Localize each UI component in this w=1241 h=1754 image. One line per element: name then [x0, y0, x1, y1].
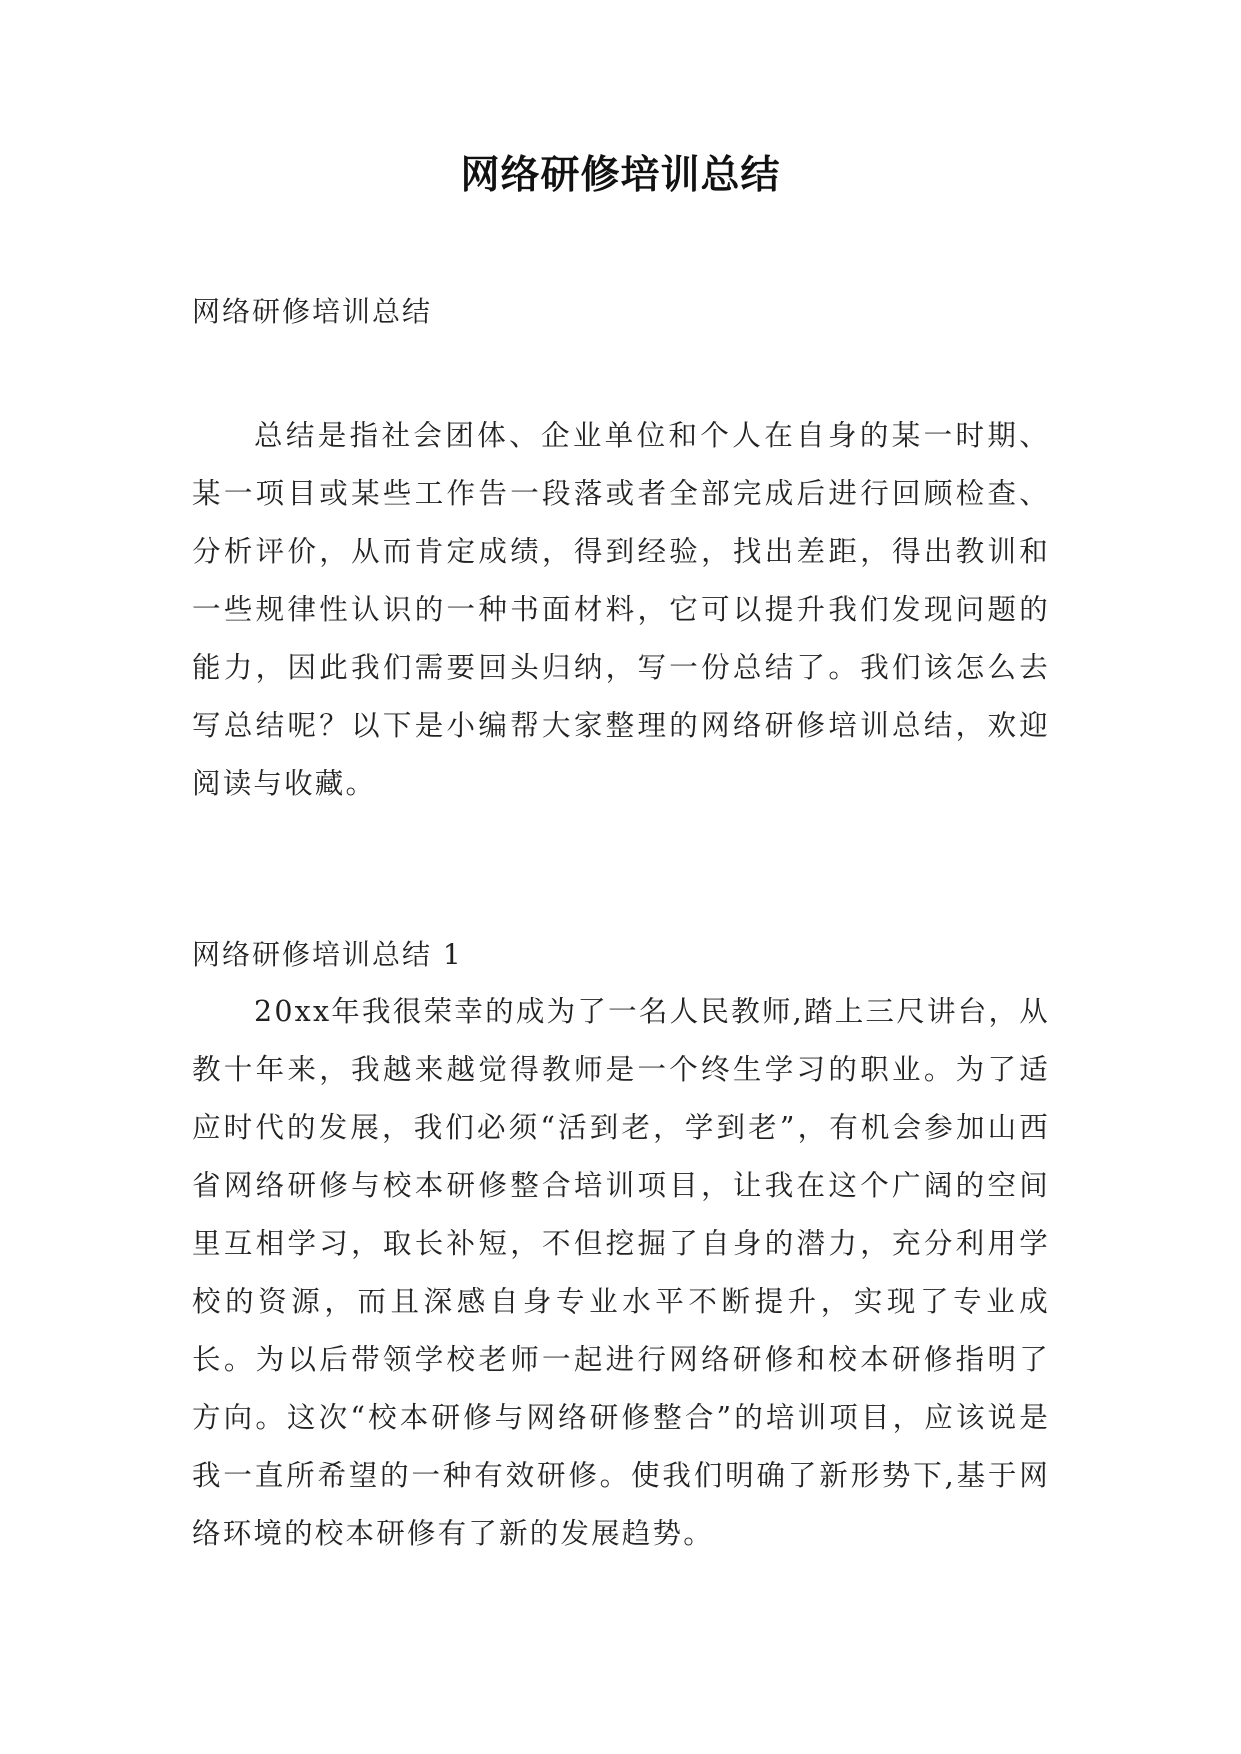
section-paragraph: 20xx年我很荣幸的成为了一名人民教师,踏上三尺讲台，从教十年来，我越来越觉得教师是一个终生学习的职业。为了适应时代的发展，我们必须“活到老，学到老”，有机会参加山西省网络研修与校本研修整合培训项目，让我在这个广阔的空间里互相学习，取长补短，不但挖掘了自身的潜力，充分利用学校的资源，而且深感自身专业水平不断提升，实现了专业成长。为以后带领学校老师一起进行网络研修和校本研修指明了方向。这次“校本研修与网络研修整合”的培训项目，应该说是我一直所希望的一种有效研修。使我们明确了新形势下,基于网络环境的校本研修有了新的发展趋势。 [192, 995, 1050, 1550]
document-subtitle: 网络研修培训总结 [192, 295, 433, 328]
section-heading: 网络研修培训总结 1 [192, 938, 463, 971]
document-title: 网络研修培训总结 [460, 153, 781, 198]
intro-paragraph: 总结是指社会团体、企业单位和个人在自身的某一时期、某一项目或某些工作告一段落或者全部完成后进行回顾检查、分析评价，从而肯定成绩，得到经验，找出差距，得出教训和一些规律性认识的一种书面材料，它可以提升我们发现问题的能力，因此我们需要回头归纳，写一份总结了。我们该怎么去写总结呢？以下是小编帮大家整理的网络研修培训总结，欢迎阅读与收藏。 [192, 419, 1050, 800]
